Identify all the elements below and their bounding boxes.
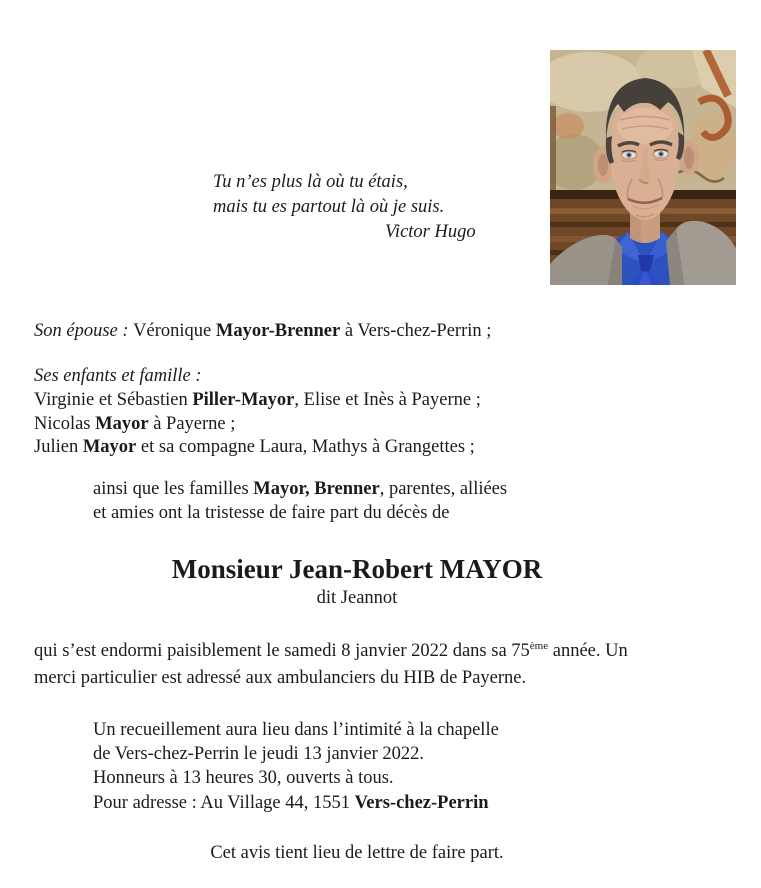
portrait-photo <box>550 50 736 285</box>
child-location: à Payerne ; <box>148 413 236 434</box>
deceased-nickname: dit Jeannot <box>316 588 398 608</box>
deceased-name: Monsieur Jean-Robert MAYOR <box>171 554 543 584</box>
left-pupil <box>628 154 630 156</box>
painting-left-shadow <box>550 106 556 198</box>
announcement-line-1 <box>34 639 628 666</box>
families-line-2: et amies ont la tristesse de faire part du décès de <box>93 503 450 523</box>
families-text: , parentes, alliées <box>379 479 508 499</box>
closing-notice: Cet avis tient lieu de lettre de faire part. <box>210 843 504 863</box>
address-text: Pour adresse : Au Village 44, 1551 <box>93 792 355 813</box>
child-names: Julien <box>34 437 83 458</box>
quote-line-1: Tu n’es plus là où tu étais, <box>213 172 408 192</box>
ear-shading <box>684 147 694 169</box>
quote-block <box>213 170 476 245</box>
children-block <box>34 365 481 460</box>
ceremony-line-2: de Vers-chez-Perrin le jeudi 13 janvier 2022. <box>93 744 425 765</box>
painting-salmon-patch <box>552 113 584 139</box>
ceremony-block <box>93 718 499 815</box>
families-text: ainsi que les familles <box>93 479 254 499</box>
child-line <box>34 389 481 413</box>
ordinal-superscript: ème <box>529 640 549 652</box>
child-names: Virginie et Sébastien <box>34 389 193 410</box>
child-surname: Mayor <box>95 413 149 434</box>
quote-line-2: mais tu es partout là où je suis. <box>213 197 445 217</box>
announcement-paragraph <box>34 639 628 690</box>
spouse-label: Son épouse : <box>34 321 134 341</box>
ceremony-line-1: Un recueillement aura lieu dans l’intimité à la chapelle <box>93 720 499 740</box>
spouse-line <box>34 321 491 342</box>
address-locality: Vers-chez-Perrin <box>354 792 489 813</box>
child-line <box>34 413 481 437</box>
deceased-title-block <box>34 553 680 609</box>
ceremony-line-3: Honneurs à 13 heures 30, ouverts à tous. <box>93 768 394 789</box>
families-closing-block <box>93 477 507 525</box>
right-pupil <box>660 153 662 155</box>
families-line-1 <box>93 477 507 501</box>
child-location: et sa compagne Laura, Mathys à Grangettes ; <box>136 437 475 458</box>
announcement-text: qui s’est endormi paisiblement le samedi 8 janvier 2022 dans sa 75 <box>34 641 530 661</box>
children-heading: Ses enfants et famille : <box>34 366 202 386</box>
portrait-photo-svg <box>550 50 736 285</box>
child-line <box>34 436 481 460</box>
spouse-surname: Mayor-Brenner <box>215 321 341 341</box>
spouse-given-name: Véronique <box>133 321 216 341</box>
families-surnames: Mayor, Brenner <box>253 479 380 499</box>
child-location: , Elise et Inès à Payerne ; <box>294 389 481 410</box>
announcement-line-2: merci particulier est adressé aux ambulanciers du HIB de Payerne. <box>34 667 527 688</box>
spouse-location: à Vers-chez-Perrin ; <box>340 321 492 341</box>
announcement-text: année. Un <box>548 641 628 661</box>
child-surname: Piller-Mayor <box>192 389 295 410</box>
ear-shading <box>598 154 608 176</box>
ceremony-line-4 <box>93 791 499 815</box>
quote-attribution: Victor Hugo <box>385 222 476 242</box>
child-surname: Mayor <box>82 437 137 458</box>
child-names: Nicolas <box>34 413 96 434</box>
